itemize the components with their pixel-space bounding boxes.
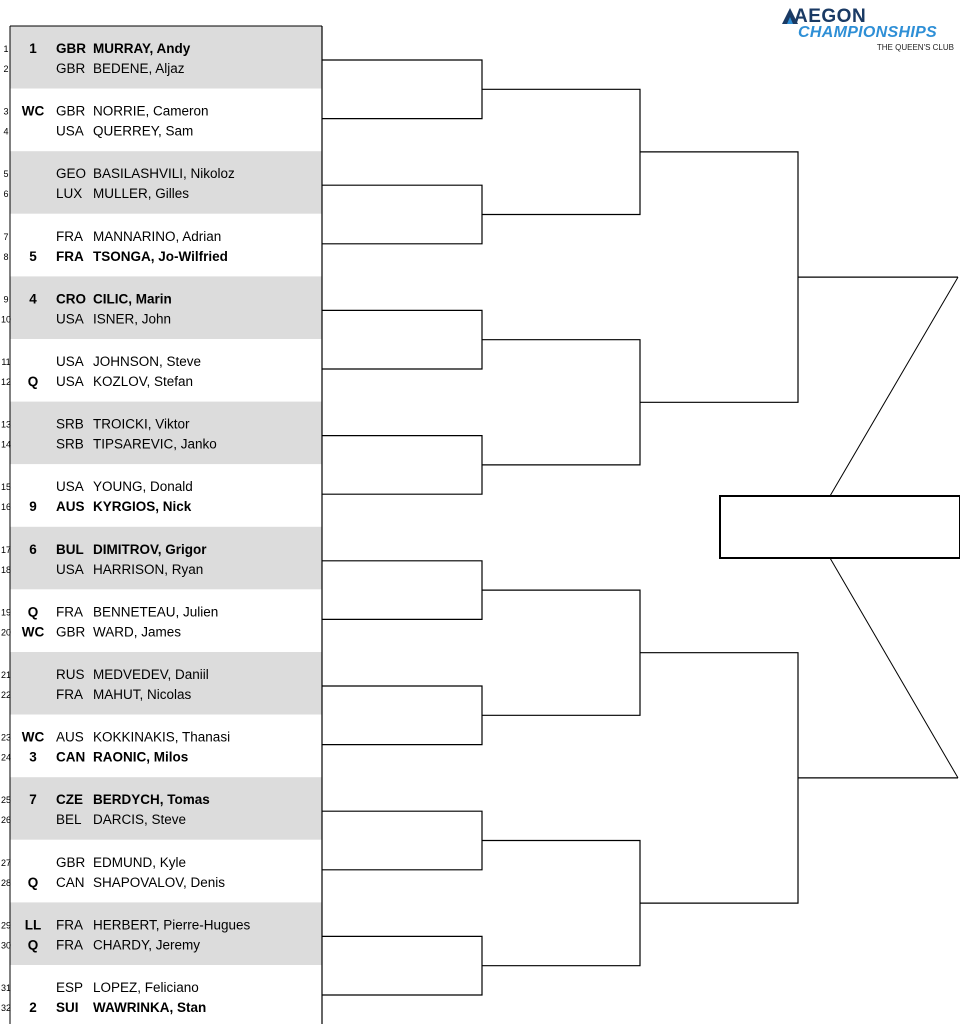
- draw-position: 20: [0, 627, 12, 638]
- draw-position: 26: [0, 815, 12, 826]
- draw-position: 5: [3, 169, 9, 180]
- draw-position: 18: [0, 564, 12, 575]
- seed-label: WC: [21, 729, 45, 745]
- match-block: [10, 777, 322, 840]
- nationality: FRA: [56, 937, 83, 953]
- seed-label: 5: [29, 248, 37, 264]
- r32-connector: [322, 436, 482, 495]
- seed-label: Q: [27, 874, 39, 890]
- r16-connector: [482, 340, 640, 465]
- match-block: [10, 464, 322, 527]
- draw-position: 22: [0, 690, 12, 700]
- player-name: MURRAY, Andy: [93, 41, 191, 56]
- match-block: [10, 151, 322, 214]
- logo-club-text: THE QUEEN'S CLUB: [876, 43, 954, 52]
- player-name: RAONIC, Milos: [93, 749, 189, 765]
- player-name: HARRISON, Ryan: [93, 561, 204, 577]
- draw-position: 32: [0, 1003, 12, 1013]
- match-block: [10, 276, 322, 339]
- player-name: HERBERT, Pierre-Hugues: [93, 917, 251, 933]
- seed-label: 4: [29, 291, 37, 307]
- r32-connector: [322, 686, 482, 745]
- nationality: BUL: [56, 541, 84, 557]
- draw-position: 17: [0, 544, 12, 555]
- nationality: SRB: [56, 436, 84, 452]
- seed-label: 2: [29, 1000, 37, 1015]
- match-block: [10, 840, 322, 903]
- player-name: TROICKI, Viktor: [93, 416, 190, 432]
- player-name: NORRIE, Cameron: [93, 103, 209, 119]
- qf-connector: [640, 152, 798, 402]
- nationality: RUS: [56, 667, 85, 682]
- seed-label: 7: [29, 792, 37, 808]
- player-name: ISNER, John: [93, 311, 172, 327]
- player-name: QUERREY, Sam: [93, 123, 194, 139]
- champion-box: [720, 496, 960, 558]
- match-block: [10, 527, 322, 590]
- match-block: [10, 902, 322, 965]
- r32-connector: [322, 310, 482, 369]
- nationality: BEL: [56, 812, 82, 828]
- nationality: SRB: [56, 416, 84, 432]
- nationality: AUS: [56, 729, 84, 745]
- match-block: [10, 89, 322, 152]
- nationality: GBR: [56, 103, 86, 119]
- player-name: KOZLOV, Stefan: [93, 374, 194, 389]
- seed-label: 9: [29, 499, 37, 515]
- r16-connector: [482, 89, 640, 214]
- player-name: MANNARINO, Adrian: [93, 228, 222, 244]
- player-name: BENNETEAU, Julien: [93, 604, 219, 620]
- draw-position: 13: [0, 419, 12, 430]
- player-name: TSONGA, Jo-Wilfried: [93, 248, 228, 264]
- draw-position: 8: [3, 251, 9, 262]
- nationality: SUI: [56, 1000, 79, 1015]
- nationality: GEO: [56, 166, 87, 182]
- player-name: SHAPOVALOV, Denis: [93, 874, 226, 890]
- draw-position: 12: [0, 377, 12, 387]
- nationality: GBR: [56, 624, 86, 640]
- nationality: CRO: [56, 291, 86, 307]
- seed-label: 1: [29, 41, 37, 56]
- player-name: TIPSAREVIC, Janko: [93, 436, 217, 452]
- draw-position: 29: [0, 920, 12, 931]
- draw-position: 16: [0, 502, 12, 513]
- nationality: USA: [56, 479, 84, 495]
- seed-label: 3: [29, 749, 37, 765]
- final-diagonal-bottom: [830, 558, 958, 778]
- match-block: [10, 339, 322, 402]
- draw-position: 2: [3, 64, 9, 74]
- nationality: GBR: [56, 41, 86, 56]
- player-name: BASILASHVILI, Nikoloz: [93, 166, 235, 182]
- qf-connector: [640, 653, 798, 903]
- draw-position: 28: [0, 877, 12, 888]
- draw-position: 11: [1, 357, 11, 367]
- draw-position: 30: [0, 940, 12, 951]
- player-name: MEDVEDEV, Daniil: [93, 667, 209, 682]
- draw-position: 15: [0, 482, 12, 493]
- draw-position: 25: [0, 795, 12, 806]
- nationality: FRA: [56, 917, 83, 933]
- nationality: FRA: [56, 228, 83, 244]
- nationality: GBR: [56, 854, 86, 870]
- r32-connector: [322, 60, 482, 119]
- nationality: USA: [56, 561, 84, 577]
- nationality: USA: [56, 123, 84, 139]
- player-name: BERDYCH, Tomas: [93, 792, 210, 808]
- nationality: FRA: [56, 604, 83, 620]
- draw-position: 9: [3, 294, 9, 305]
- player-name: CILIC, Marin: [93, 291, 172, 307]
- nationality: GBR: [56, 61, 86, 76]
- final-diagonal-top: [830, 277, 958, 496]
- player-name: DARCIS, Steve: [93, 812, 187, 828]
- player-name: LOPEZ, Feliciano: [93, 980, 199, 995]
- player-name: EDMUND, Kyle: [93, 854, 187, 870]
- draw-position: 21: [0, 670, 12, 680]
- draw-position: 14: [0, 439, 12, 450]
- r32-connector: [322, 936, 482, 995]
- seed-label: WC: [21, 624, 45, 640]
- draw-position: 10: [0, 314, 12, 325]
- match-block: [10, 715, 322, 778]
- draw-position: 3: [3, 106, 9, 117]
- draw-position: 6: [3, 189, 9, 200]
- draw-position: 31: [0, 983, 12, 993]
- seed-label: Q: [27, 937, 39, 953]
- player-name: CHARDY, Jeremy: [93, 937, 201, 953]
- nationality: USA: [56, 354, 84, 369]
- r32-connector: [322, 185, 482, 244]
- r16-connector: [482, 841, 640, 966]
- draw-position: 4: [3, 126, 9, 137]
- player-name: KOKKINAKIS, Thanasi: [93, 729, 231, 745]
- seed-label: Q: [27, 604, 39, 620]
- nationality: CAN: [56, 874, 85, 890]
- player-name: DIMITROV, Grigor: [93, 541, 207, 557]
- draw-position: 24: [0, 752, 12, 763]
- match-block: [10, 214, 322, 277]
- player-name: BEDENE, Aljaz: [93, 61, 185, 76]
- player-name: JOHNSON, Steve: [93, 354, 202, 369]
- r32-connector: [322, 561, 482, 620]
- nationality: CZE: [56, 792, 83, 808]
- nationality: USA: [56, 311, 84, 327]
- match-block: [10, 589, 322, 652]
- match-block: [10, 652, 322, 715]
- nationality: LUX: [56, 186, 83, 202]
- match-block: [10, 26, 322, 89]
- nationality: AUS: [56, 499, 85, 515]
- match-block: [10, 402, 322, 465]
- nationality: USA: [56, 374, 84, 389]
- nationality: FRA: [56, 687, 83, 702]
- player-name: YOUNG, Donald: [93, 479, 193, 495]
- player-name: MULLER, Gilles: [93, 186, 190, 202]
- draw-position: 19: [0, 607, 12, 618]
- draw-position: 23: [0, 732, 12, 743]
- nationality: ESP: [56, 980, 84, 995]
- player-name: KYRGIOS, Nick: [93, 499, 192, 515]
- seed-label: WC: [21, 103, 45, 119]
- logo-championships-text: CHAMPIONSHIPS: [798, 24, 938, 41]
- logo-aegon-text: AEGON: [794, 6, 867, 27]
- draw-position: 7: [3, 231, 9, 242]
- r32-connector: [322, 811, 482, 870]
- nationality: CAN: [56, 749, 86, 765]
- draw-position: 1: [3, 44, 9, 54]
- player-name: MAHUT, Nicolas: [93, 687, 192, 702]
- r16-connector: [482, 590, 640, 715]
- seed-label: Q: [27, 374, 39, 389]
- seed-label: LL: [24, 917, 42, 933]
- seed-label: 6: [29, 541, 37, 557]
- player-name: WAWRINKA, Stan: [93, 1000, 207, 1015]
- player-name: WARD, James: [93, 624, 182, 640]
- nationality: FRA: [56, 248, 84, 264]
- draw-position: 27: [0, 857, 12, 868]
